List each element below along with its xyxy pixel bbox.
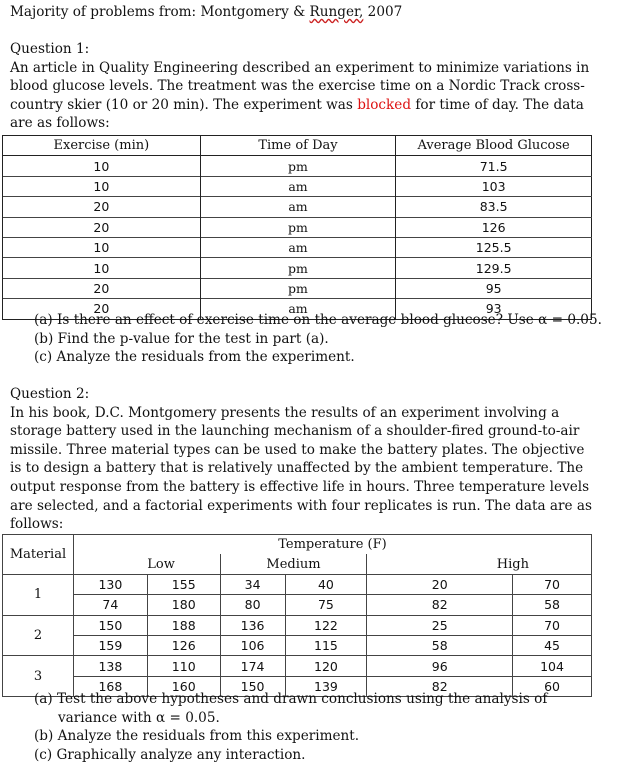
battery-table (2, 534, 592, 697)
level-header-row (3, 554, 592, 574)
q2-line: storage battery used in the launching mechanism of a shoulder-fired ground-to-air (10, 423, 580, 440)
cell: 159 (73, 635, 147, 655)
q2-line: missile. Three material types can be used to make the battery plates. The objective (10, 441, 585, 458)
cell: 25 (367, 615, 513, 635)
cell: 150 (220, 676, 285, 696)
q1-line: An article in Quality Engineering described an experiment to minimize variations in (10, 59, 590, 76)
cell: am (200, 197, 396, 217)
cell: 74 (73, 595, 147, 615)
q2-line: are selected, and a factorial experiments with four replicates is run. The data are as (10, 497, 592, 514)
q1-line (10, 96, 610, 115)
table-header-row (3, 535, 592, 555)
cell: 174 (220, 656, 285, 676)
table-row (3, 278, 592, 298)
q2-text (10, 385, 610, 534)
cell: 96 (367, 656, 513, 676)
q1-part-b: (b) Find the p-value for the test in part (a). (34, 330, 329, 347)
temperature-header: Temperature (F) (73, 535, 591, 555)
cell: 83.5 (396, 197, 592, 217)
cell: 95 (396, 278, 592, 298)
cell: 82 (367, 595, 513, 615)
q1-parts (10, 311, 610, 367)
cell: 136 (220, 615, 285, 635)
cell: 139 (285, 676, 367, 696)
q2-part-a: (a) Test the above hypotheses and drawn conclusions using the analysis of (34, 691, 548, 707)
q2-line: output response from the battery is effective life in hours. Three temperature levels (10, 478, 590, 495)
cell: 10 (3, 156, 201, 176)
material-id: 2 (3, 615, 74, 656)
cell: 40 (285, 574, 367, 594)
cell: 82 (367, 676, 513, 696)
source-text: Majority of problems from: Montgomery & (10, 4, 310, 20)
q2-part-b: (b) Analyze the residuals from this experiment. (34, 728, 360, 745)
cell: 106 (220, 635, 285, 655)
cell: 93 (396, 299, 592, 319)
cell: 20 (3, 299, 201, 319)
table-row (3, 237, 592, 257)
q1-line-text: for time of day. The data (411, 96, 584, 113)
cell: 122 (285, 615, 367, 635)
cell: 20 (3, 197, 201, 217)
source-line (10, 0, 610, 22)
col-header-glucose: Average Blood Glucose (396, 136, 592, 156)
cell: 188 (147, 615, 220, 635)
table-row (3, 197, 592, 217)
table-header-row (3, 136, 592, 156)
cell: pm (200, 217, 396, 237)
cell: 20 (3, 278, 201, 298)
blocked-highlight: blocked (357, 96, 412, 113)
cell: 129.5 (396, 258, 592, 278)
q2-title: Question 2: (10, 386, 90, 402)
q2-parts (10, 690, 610, 764)
col-header-time: Time of Day (200, 136, 396, 156)
q2-line: is to design a battery that is relatively unaffected by the ambient temperature. The (10, 460, 584, 477)
cell: 180 (147, 595, 220, 615)
cell: 104 (513, 656, 592, 676)
cell: 80 (220, 595, 285, 615)
glucose-table (2, 135, 592, 320)
cell: 58 (367, 635, 513, 655)
cell: pm (200, 278, 396, 298)
cell: 138 (73, 656, 147, 676)
cell: 20 (3, 217, 201, 237)
level-high: High (367, 554, 592, 574)
q2-line: In his book, D.C. Montgomery presents the results of an experiment involving a (10, 404, 560, 421)
cell: 126 (396, 217, 592, 237)
cell: 110 (147, 656, 220, 676)
q2-line: follows: (10, 516, 64, 533)
cell: 58 (513, 595, 592, 615)
material-id: 3 (3, 656, 74, 697)
document (10, 0, 610, 133)
cell: 150 (73, 615, 147, 635)
cell: 45 (513, 635, 592, 655)
cell: 70 (513, 615, 592, 635)
table-row (3, 156, 592, 176)
cell: 60 (513, 676, 592, 696)
author-name: Runger, (309, 4, 364, 20)
year: 2007 (363, 4, 403, 20)
cell: 126 (147, 635, 220, 655)
level-low: Low (147, 554, 220, 574)
material-header: Material (3, 535, 74, 575)
spacer-cell (73, 554, 147, 574)
table-row (3, 595, 592, 615)
q2-part-a-cont: variance with α = 0.05. (58, 709, 220, 726)
cell: 10 (3, 237, 201, 257)
cell: 20 (367, 574, 513, 594)
cell: 160 (147, 676, 220, 696)
cell: 103 (396, 176, 592, 196)
table-row (3, 258, 592, 278)
q1-line-text: country skier (10 or 20 min). The experiment was (10, 96, 358, 113)
cell: 10 (3, 176, 201, 196)
cell: am (200, 237, 396, 257)
material-id: 1 (3, 574, 74, 615)
cell: 10 (3, 258, 201, 278)
cell: 168 (73, 676, 147, 696)
cell: 34 (220, 574, 285, 594)
table-row (3, 574, 592, 594)
q1-line: are as follows: (10, 115, 110, 132)
cell: 71.5 (396, 156, 592, 176)
cell: 120 (285, 656, 367, 676)
col-header-exercise: Exercise (min) (3, 136, 201, 156)
q1-line: blood glucose levels. The treatment was the exercise time on a Nordic Track cross- (10, 78, 585, 95)
q1-part-c: (c) Analyze the residuals from the experiment. (34, 349, 355, 366)
q2-part-c: (c) Graphically analyze any interaction. (34, 746, 306, 763)
cell: 70 (513, 574, 592, 594)
cell: 130 (73, 574, 147, 594)
cell: pm (200, 156, 396, 176)
table-row (3, 656, 592, 676)
cell: 125.5 (396, 237, 592, 257)
q1-title: Question 1: (10, 41, 90, 58)
cell: pm (200, 258, 396, 278)
table-row (3, 176, 592, 196)
table-row (3, 217, 592, 237)
level-medium: Medium (220, 554, 367, 574)
cell: am (200, 299, 396, 319)
table-row (3, 615, 592, 635)
cell: am (200, 176, 396, 196)
q1-part-a: (a) Is there an effect of exercise time on the average blood glucose? Use α = 0.05. (34, 312, 602, 328)
cell: 115 (285, 635, 367, 655)
cell: 75 (285, 595, 367, 615)
table-row (3, 635, 592, 655)
cell: 155 (147, 574, 220, 594)
